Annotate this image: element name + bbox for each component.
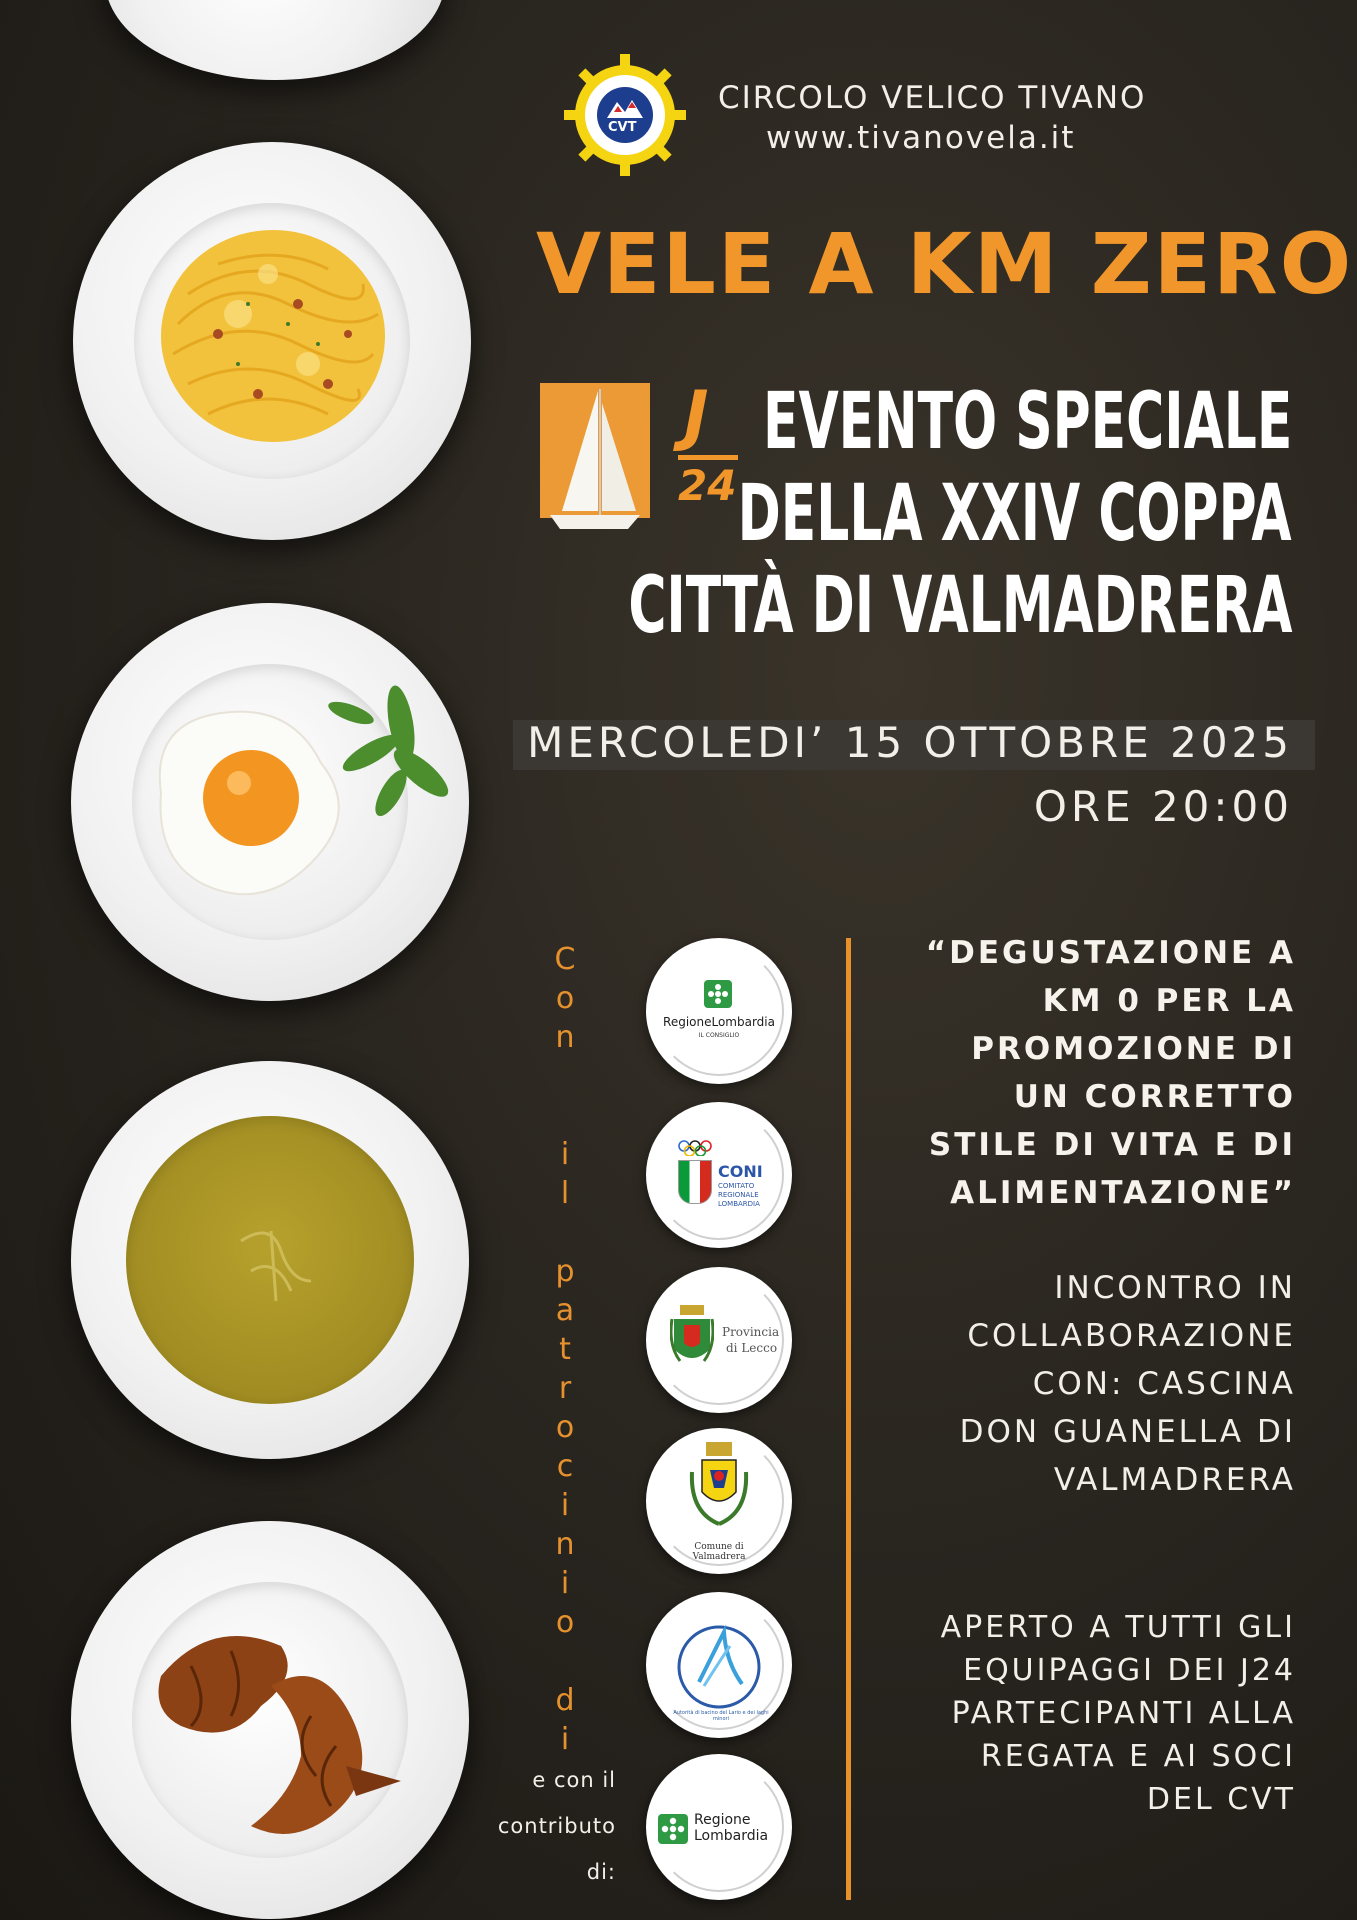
patronage-vertical-text: C o n i l p a t r o c i n i o d i xyxy=(554,942,576,1757)
sponsor-2-line4: LOMBARDIA xyxy=(718,1200,760,1208)
sponsor-5-line1: Autorità di bacino del Lario e dei laghi minori xyxy=(673,1710,769,1722)
event-line-3: CITTÀ DI VALMADRERA xyxy=(627,561,1292,651)
contribution-text xyxy=(470,1757,616,1895)
sponsor-regione-lombardia-consiglio xyxy=(646,938,792,1084)
croissant-image xyxy=(151,1596,411,1856)
pasta-image xyxy=(148,214,398,464)
sponsor-1-line1: RegioneLombardia xyxy=(663,1015,775,1029)
sponsor-3-line2: di Lecco xyxy=(726,1341,778,1355)
plate-soup xyxy=(71,1061,469,1459)
j24-letter: J xyxy=(684,377,709,454)
plate-croissant xyxy=(71,1521,469,1919)
orange-divider xyxy=(846,938,851,1900)
sponsor-2-line1: CONI xyxy=(718,1162,763,1181)
sponsor-1-line2: IL CONSIGLIO xyxy=(698,1032,740,1039)
j24-number: 24 xyxy=(678,461,737,510)
contribution-line-2: contributo xyxy=(497,1814,616,1838)
sponsor-provincia-di-lecco xyxy=(646,1267,792,1413)
contribution-line-3: di: xyxy=(586,1860,616,1884)
sponsor-2-line2: COMITATO xyxy=(718,1182,755,1190)
j24-divider xyxy=(678,455,738,460)
sponsor-3-line1: Provincia xyxy=(722,1325,780,1339)
sponsor-6-line2: Lombardia xyxy=(694,1828,769,1844)
egg-image xyxy=(131,643,461,943)
event-line-1: EVENTO SPECIALE xyxy=(762,377,1292,467)
plate-egg xyxy=(71,603,469,1001)
plate-soup-top xyxy=(105,0,445,80)
quote-block: “DEGUSTAZIONE A KM 0 PER LA PROMOZIONE DI UN CORRETTO STILE DI VITA E DI ALIMENTAZIONE” xyxy=(925,935,1296,1211)
lario-waves-icon xyxy=(664,1612,774,1722)
event-line-2: DELLA XXIV COPPA xyxy=(738,469,1292,559)
sponsor-4-line2: Valmadrera xyxy=(692,1552,746,1562)
sponsor-regione-lombardia xyxy=(646,1754,792,1900)
j24-class-badge xyxy=(676,377,746,515)
italia-flag-shield-icon xyxy=(678,1160,712,1204)
club-logo xyxy=(562,52,688,178)
event-date: MERCOLEDI’ 15 OTTOBRE 2025 xyxy=(527,718,1293,767)
sponsor-6-line1: Regione xyxy=(694,1812,751,1828)
j24-sail-logo xyxy=(540,383,652,535)
provincia-crest-icon xyxy=(670,1305,714,1375)
sponsor-autorita-bacino-lario xyxy=(646,1592,792,1738)
soup-swirl xyxy=(221,1211,331,1321)
sponsor-2-line3: REGIONALE xyxy=(718,1191,759,1199)
contribution-line-1: e con il xyxy=(532,1768,616,1792)
lombardia-cross-icon xyxy=(704,980,732,1008)
valmadrera-crest-icon xyxy=(684,1442,754,1534)
incontro-block: INCONTRO IN COLLABORAZIONE CON: CASCINA DON GUANELLA DI VALMADRERA xyxy=(959,1270,1296,1498)
club-name: CIRCOLO VELICO TIVANO xyxy=(718,80,1147,116)
sponsor-comune-di-valmadrera xyxy=(646,1428,792,1574)
olympic-rings-icon xyxy=(678,1140,718,1156)
event-title: VELE A KM ZERO xyxy=(536,215,1354,313)
sponsor-coni-lombardia xyxy=(646,1102,792,1248)
logo-text: CVT xyxy=(608,120,637,135)
event-time: ORE 20:00 xyxy=(1033,782,1293,831)
aperto-block: APERTO A TUTTI GLI EQUIPAGGI DEI J24 PARTECIPANTI ALLA REGATA E AI SOCI DEL CVT xyxy=(940,1610,1296,1817)
sponsor-4-line1: Comune di xyxy=(694,1542,744,1552)
club-url[interactable]: www.tivanovela.it xyxy=(766,120,1076,156)
plate-pasta xyxy=(73,142,471,540)
lombardia-cross-icon-2 xyxy=(658,1814,688,1844)
